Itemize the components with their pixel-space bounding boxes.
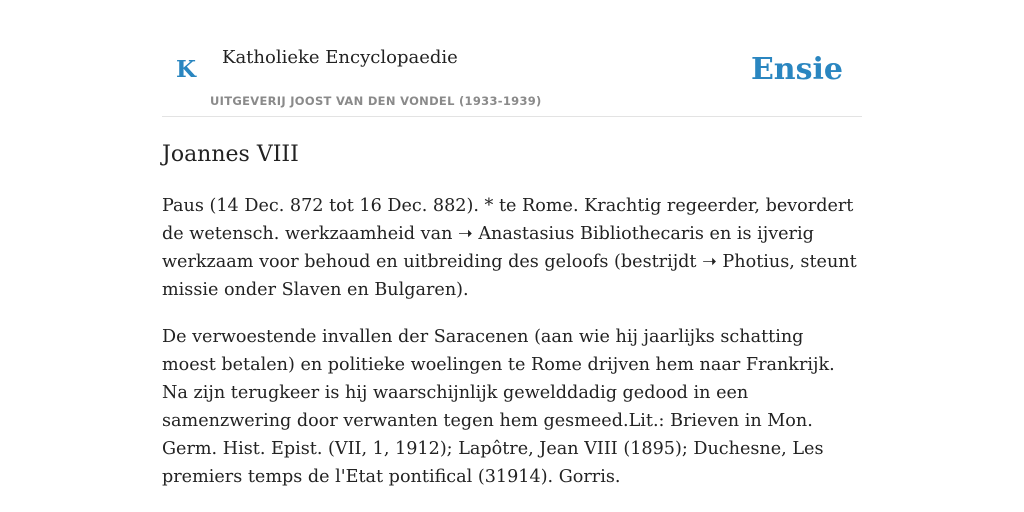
entry-paragraph: Paus (14 Dec. 872 tot 16 Dec. 882). * te Rome. Krachtig regeerder, bevordert de wetensch. werkzaamheid van ➝ Anastasius Bibliothecaris en is ijverig werkzaam voor behoud en uitbreiding des geloofs (bestrijdt ➝ Photius, steunt missie onder Slaven en Bulgaren).: [162, 196, 857, 300]
encyclopedia-title-link[interactable]: Katholieke Encyclopaedie: [222, 47, 458, 68]
publisher-label: UITGEVERIJ JOOST VAN DEN VONDEL (1933-1939): [210, 94, 542, 108]
entry-paragraph: De verwoestende invallen der Saracenen (aan wie hij jaarlijks schatting moest betalen) en politieke woelingen te Rome drijven hem naar Frankrijk. Na zijn terugkeer is hij waarschijnlijk gewelddadig gedood in een samenzwering door verwanten tegen hem gesmeed.Lit.: Brieven in Mon. Germ. Hist. Epist. (VII, 1, 1912); Lapôtre, Jean VIII (1895); Duchesne, Les premiers temps de l'Etat pontifical (31914). Gorris.: [162, 327, 835, 487]
site-header: [162, 0, 862, 117]
entry-title: Joannes VIII: [162, 142, 299, 167]
entry-body: [162, 192, 862, 510]
ensie-brand-link[interactable]: Ensie: [750, 52, 843, 87]
site-logo[interactable]: K: [176, 56, 196, 83]
page: [162, 0, 862, 487]
